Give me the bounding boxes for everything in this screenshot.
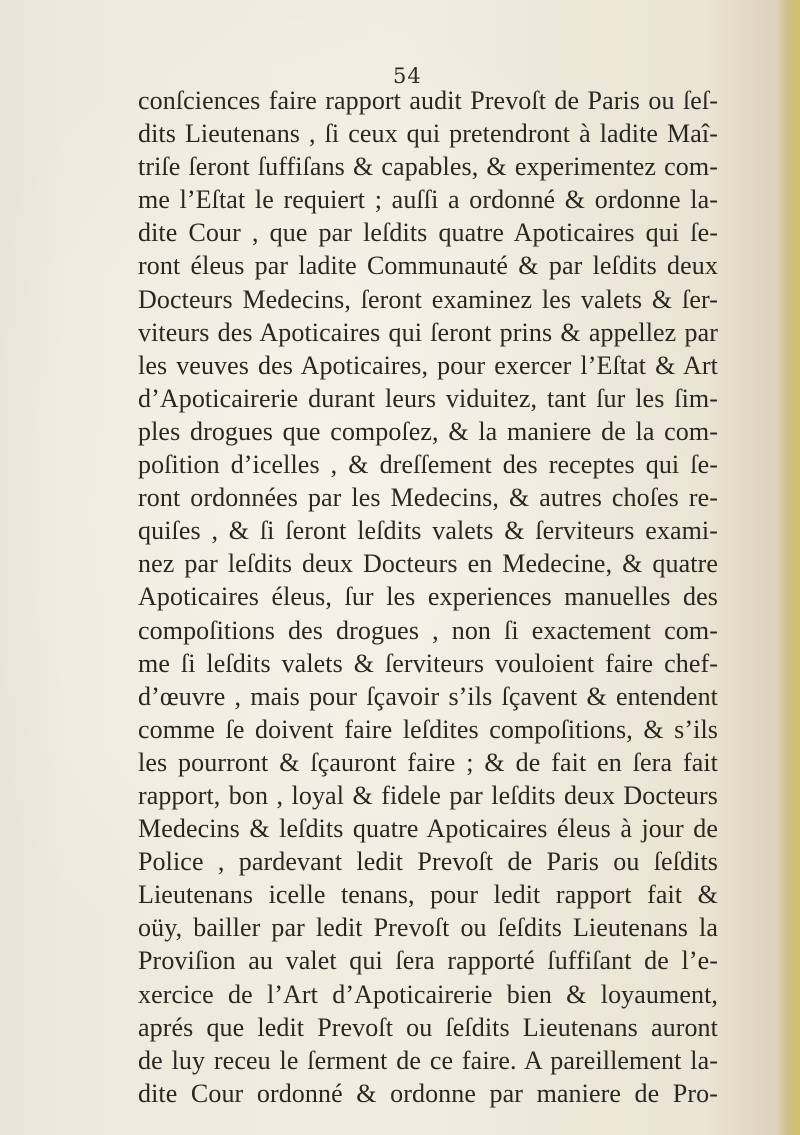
text-line-13: ront ordonnées par les Medecins, & autres choſes re- — [138, 483, 718, 513]
text-line-21: les pourront & ſçauront faire ; & de fait en ſera fait — [138, 747, 718, 777]
text-line-28: xercice de l’Art d’Apoticairerie bien & loyaument, — [138, 979, 718, 1009]
text-line-31: dite Cour ordonné & ordonne par maniere de Pro- — [138, 1078, 718, 1108]
text-line-9: les veuves des Apoticaires, pour exercer l’Eſtat & Art — [138, 350, 718, 380]
text-line-12: poſition d’icelles , & dreſſement des receptes qui ſe- — [138, 450, 718, 480]
text-line-1: conſciences faire rapport audit Prevoſt de Paris ou ſeſ- — [138, 86, 718, 115]
text-line-17: compoſitions des drogues , non ſi exactement com- — [138, 615, 718, 645]
text-line-22: rapport, bon , loyal & fidele par leſdits deux Docteurs — [138, 780, 718, 810]
text-line-5: dite Cour , que par leſdits quatre Apoticaires qui ſe- — [138, 218, 718, 248]
text-line-24: Police , pardevant ledit Prevoſt de Paris ou ſeſdits — [138, 847, 718, 877]
text-line-14: quiſes , & ſi ſeront leſdits valets & ſerviteurs exami- — [138, 516, 718, 546]
text-line-6: ront éleus par ladite Communauté & par leſdits deux — [138, 251, 718, 281]
text-line-20: comme ſe doivent faire leſdites compoſitions, & s’ils — [138, 714, 718, 744]
text-line-26: oüy, bailler par ledit Prevoſt ou ſeſdits Lieutenans la — [138, 913, 718, 943]
text-line-29: aprés que ledit Prevoſt ou ſeſdits Lieutenans auront — [138, 1012, 718, 1042]
text-line-4: me l’Eſtat le requiert ; auſſi a ordonné & ordonne la- — [138, 185, 718, 215]
body-text — [138, 84, 718, 1110]
text-line-10: d’Apoticairerie durant leurs viduitez, tant ſur les ſim- — [138, 383, 718, 413]
text-line-8: viteurs des Apoticaires qui ſeront prins & appellez par — [138, 317, 718, 347]
text-line-27: Proviſion au valet qui ſera rapporté ſuffiſant de l’e- — [138, 946, 718, 976]
page-edge-stain — [778, 0, 800, 1135]
text-line-18: me ſi leſdits valets & ſerviteurs vouloient faire chef- — [138, 648, 718, 678]
text-line-7: Docteurs Medecins, ſeront examinez les valets & ſer- — [138, 284, 718, 314]
text-line-15: nez par leſdits deux Docteurs en Medecine, & quatre — [138, 549, 718, 579]
text-line-30: de luy receu le ſerment de ce faire. A pareillement la- — [138, 1045, 718, 1075]
text-line-23: Medecins & leſdits quatre Apoticaires éleus à jour de — [138, 814, 718, 844]
text-line-25: Lieutenans icelle tenans, pour ledit rapport fait & — [138, 880, 718, 910]
text-line-3: triſe ſeront ſuffiſans & capables, & experimentez com- — [138, 152, 718, 182]
text-line-2: dits Lieutenans , ſi ceux qui pretendront à ladite Maî- — [138, 119, 718, 149]
text-line-16: Apoticaires éleus, ſur les experiences manuelles des — [138, 582, 718, 612]
text-line-11: ples drogues que compoſez, & la maniere de la com- — [138, 416, 718, 446]
page-number: 54 — [393, 64, 422, 88]
text-line-19: d’œuvre , mais pour ſçavoir s’ils ſçavent & entendent — [138, 681, 718, 711]
